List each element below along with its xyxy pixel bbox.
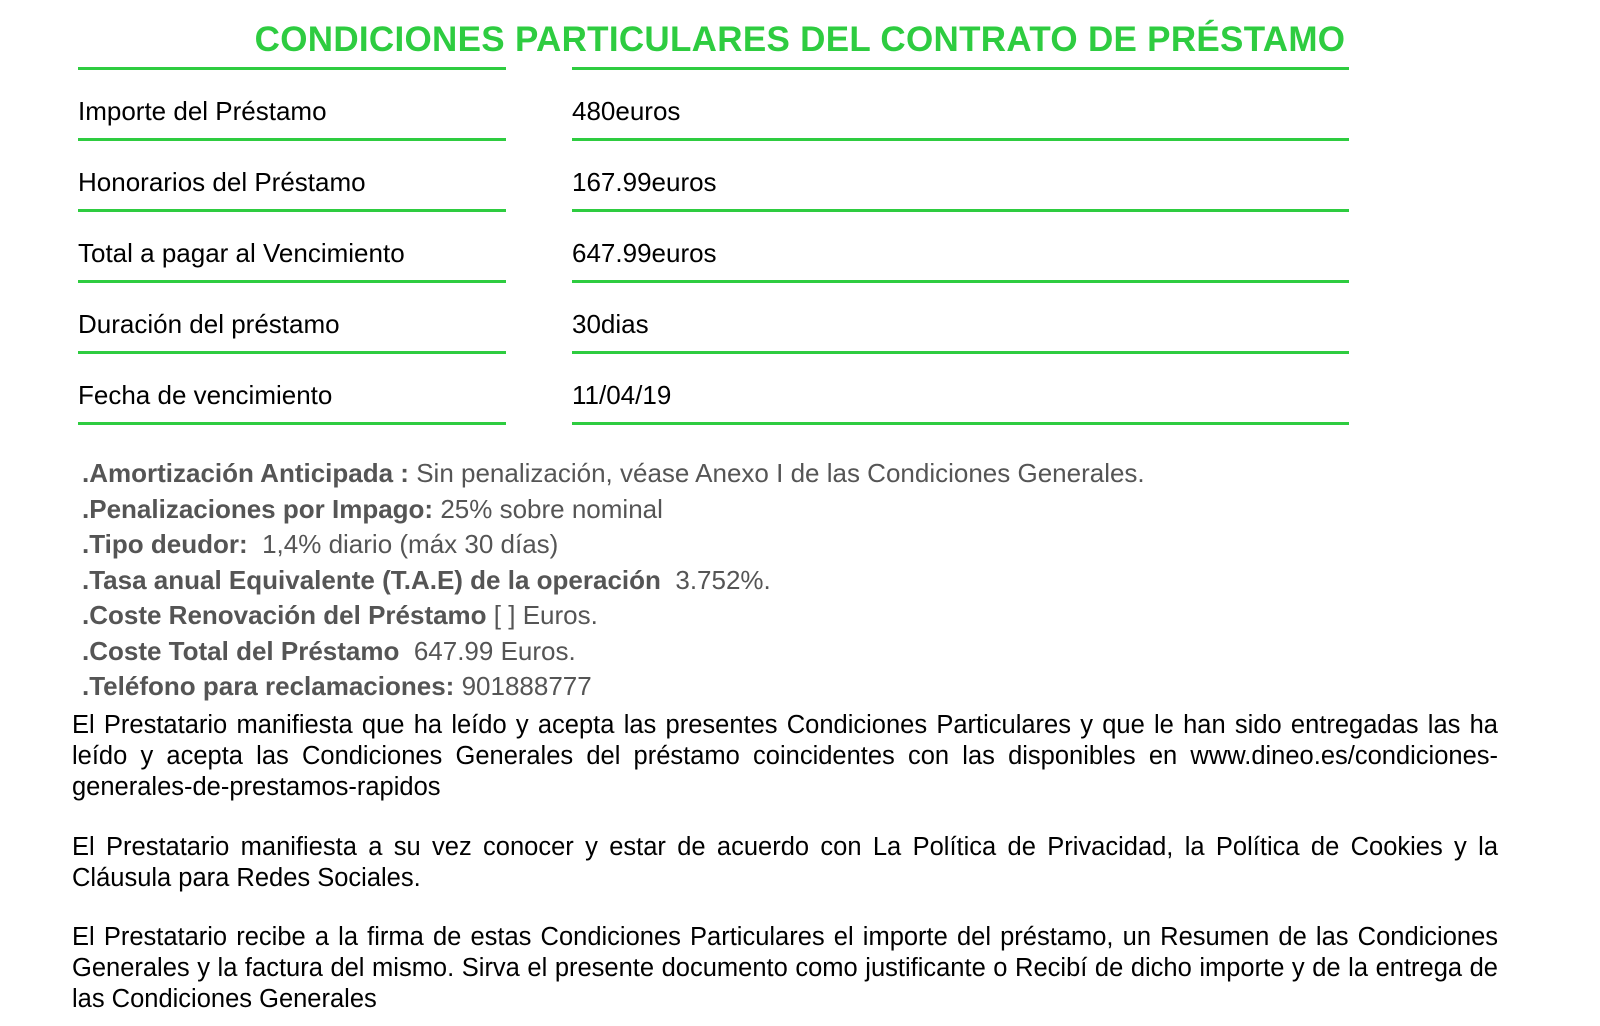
row-label-cell xyxy=(78,141,506,212)
paragraph-acceptance: El Prestatario manifiesta que ha leído y acepta las presentes Condiciones Particulares y que le han sido entregadas las ha leído y acepta las Condiciones Generales del préstamo coincidentes con las disponibles en www.dineo.es/condiciones-generales-de-prestamos-rapidos xyxy=(72,711,1498,801)
condition-label: .Tasa anual Equivalente (T.A.E) de la operación xyxy=(82,564,661,595)
condition-label: .Penalizaciones por Impago: xyxy=(82,493,434,524)
row-value-cell xyxy=(572,283,1349,354)
row-value-cell xyxy=(572,354,1349,425)
condition-label: .Tipo deudor: xyxy=(82,529,248,559)
condition-value: 25% sobre nominal xyxy=(440,493,663,524)
row-value-cell xyxy=(572,141,1349,212)
condition-value: Sin penalización, véase Anexo I de las Condiciones Generales. xyxy=(416,458,1145,488)
condition-tae xyxy=(82,563,1482,599)
condition-value: 647.99 Euros. xyxy=(413,635,576,666)
row-value: 480euros xyxy=(572,96,681,126)
paragraph-privacy: El Prestatario manifiesta a su vez conocer y estar de acuerdo con La Política de Privacidad, la Política de Cookies y la Cláusula para Redes Sociales. xyxy=(72,833,1498,892)
row-label-cell xyxy=(78,70,506,141)
row-value: 647.99euros xyxy=(572,238,717,268)
table-row-honorarios xyxy=(0,141,1600,212)
condition-value: 901888777 xyxy=(461,671,592,701)
row-label: Duración del préstamo xyxy=(78,309,340,339)
condition-label: .Coste Renovación del Préstamo xyxy=(82,600,487,630)
row-label-cell xyxy=(78,283,506,354)
condition-value: 3.752%. xyxy=(675,564,771,595)
table-row-fecha xyxy=(0,354,1600,425)
row-value-cell xyxy=(572,70,1349,141)
row-label: Fecha de vencimiento xyxy=(78,380,333,410)
declaration-paragraphs xyxy=(72,710,1498,1015)
conditions-list xyxy=(82,456,1482,705)
condition-value: 1,4% diario (máx 30 días) xyxy=(262,529,559,559)
row-value: 11/04/19 xyxy=(572,380,672,410)
table-row-importe xyxy=(0,70,1600,141)
condition-coste-total xyxy=(82,634,1482,670)
paragraph-receipt: El Prestatario recibe a la firma de estas Condiciones Particulares el importe del préstamo, un Resumen de las Condiciones Generales y la factura del mismo. Sirva el presente documento como justificante o Recibí de dicho importe y de la entrega de las Condiciones Generales xyxy=(72,923,1498,1013)
row-label: Honorarios del Préstamo xyxy=(78,167,366,197)
document-title: CONDICIONES PARTICULARES DEL CONTRATO DE PRÉSTAMO xyxy=(254,20,1346,59)
table-row-duracion xyxy=(0,283,1600,354)
row-value-cell xyxy=(572,212,1349,283)
condition-label: .Amortización Anticipada : xyxy=(82,458,409,488)
condition-value: [ ] Euros. xyxy=(493,600,598,630)
table-row-total xyxy=(0,212,1600,283)
row-label-cell xyxy=(78,212,506,283)
condition-label: .Coste Total del Préstamo xyxy=(82,635,400,666)
condition-telefono xyxy=(82,669,1482,705)
row-label: Importe del Préstamo xyxy=(78,96,327,126)
condition-penalizaciones xyxy=(82,492,1482,528)
condition-label: .Teléfono para reclamaciones: xyxy=(82,671,455,701)
row-value: 167.99euros xyxy=(572,167,717,197)
row-label: Total a pagar al Vencimiento xyxy=(78,238,405,268)
row-value: 30dias xyxy=(572,309,649,339)
condition-coste-renovacion xyxy=(82,598,1482,634)
condition-amortizacion xyxy=(82,456,1482,492)
condition-tipo-deudor xyxy=(82,527,1482,563)
row-label-cell xyxy=(78,354,506,425)
